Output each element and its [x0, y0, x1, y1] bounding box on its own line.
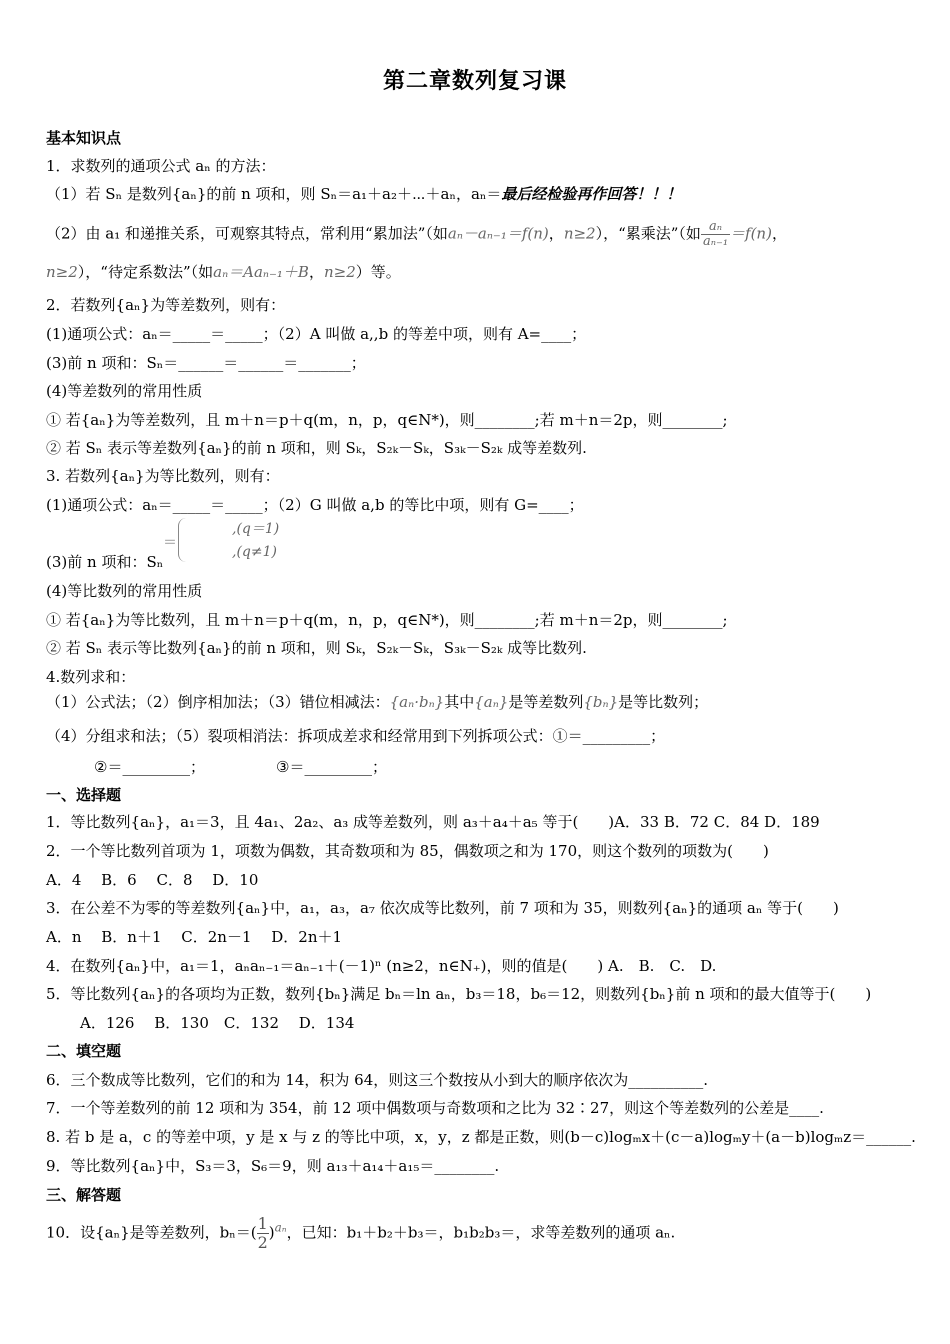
knowledge-4-1 — [46, 692, 708, 712]
knowledge-1-1 — [46, 184, 681, 204]
knowledge-1-2-text-a: （2）由 a₁ 和递推关系，可观察其特点，常利用“累加法”（如 — [46, 224, 448, 243]
question-9: 9．等比数列{aₙ}中，S₃＝3，S₆＝9，则 a₁₃＋a₁₄＋a₁₅＝________. — [46, 1157, 500, 1175]
knowledge-4-1-text-c: 是等差数列 — [508, 693, 584, 711]
formula-n-ge-2: n≥2 — [563, 224, 596, 243]
section-basic-knowledge: 基本知识点 — [46, 129, 122, 147]
knowledge-3-4-a: ① 若{aₙ}为等比数列，且 m＋n＝p＋q(m，n，p，q∈N*)，则________;若 m＋n＝2p，则________; — [46, 611, 728, 629]
formula-cumulative-sum: aₙ－aₙ₋₁＝f(n) — [447, 224, 549, 243]
one-half-fraction — [257, 1215, 269, 1252]
knowledge-4-1-text-b: 其中 — [444, 693, 475, 711]
knowledge-3-4-b: ② 若 Sₙ 表示等比数列{aₙ}的前 n 项和，则 Sₖ，S₂ₖ－Sₖ，S₃ₖ－S₂ₖ 成等比数列. — [46, 639, 587, 657]
knowledge-4-2: （4）分组求和法；（5）裂项相消法：拆项成差求和经常用到下列拆项公式：①＝_________； — [46, 727, 666, 745]
knowledge-3-4: (4)等比数列的常用性质 — [46, 582, 203, 600]
section-multiple-choice: 一、选择题 — [46, 786, 122, 804]
case-q-equals-1: ,(q＝1) — [232, 521, 280, 537]
cases-brace — [178, 518, 187, 562]
knowledge-4: 4.数列求和： — [46, 668, 136, 686]
knowledge-2-4-a: ① 若{aₙ}为等差数列，且 m＋n＝p＋q(m，n，p，q∈N*)，则________;若 m＋n＝2p，则________; — [46, 411, 728, 429]
question-10-text-c: ，已知：b₁＋b₂＋b₃＝，b₁b₂b₃＝，求等差数列的通项 aₙ. — [286, 1223, 676, 1242]
half-numerator: 1 — [257, 1214, 268, 1233]
knowledge-1-3-text-b: ）等。 — [355, 263, 401, 281]
knowledge-2-4: (4)等差数列的常用性质 — [46, 382, 203, 400]
question-1: 1．等比数列{aₙ}，a₁＝3，且 4a₁、2a₂、a₃ 成等差数列，则 a₃＋a₄＋a₅ 等于( )A．33 B．72 C．84 D．189 — [46, 813, 820, 831]
knowledge-1-1-text: （1）若 Sₙ 是数列{aₙ}的前 n 项和，则 Sₙ＝a₁＋a₂＋⋯＋aₙ，aₙ＝ — [46, 185, 502, 203]
knowledge-3-1: (1)通项公式：aₙ＝_____＝_____；（2）G 叫做 a,b 的等比中项，则有 G=____； — [46, 496, 584, 514]
fraction-numerator: aₙ — [701, 220, 730, 235]
question-10 — [46, 1215, 675, 1252]
knowledge-1-2-text-b: ），“累乘法”（如 — [595, 224, 701, 243]
knowledge-2-1: (1)通项公式：aₙ＝_____＝_____；（2）A 叫做 a,,b 的等差中项，则有 A=____； — [46, 325, 587, 343]
formula-ab-product: {aₙ·bₙ} — [389, 693, 445, 711]
half-denominator: 2 — [257, 1233, 268, 1252]
knowledge-2: 2．若数列{aₙ}为等差数列，则有： — [46, 296, 286, 314]
question-7: 7．一个等差数列的前 12 项和为 354，前 12 项中偶数项与奇数项和之比为 32∶27，则这个等差数列的公差是____. — [46, 1099, 824, 1117]
knowledge-1: 1．求数列的通项公式 aₙ 的方法： — [46, 157, 276, 175]
knowledge-1-3: n≥2），“待定系数法”（如aₙ＝Aaₙ₋₁＋B，n≥2）等。 — [46, 263, 401, 281]
question-10-paren: ) — [268, 1223, 275, 1242]
question-5: 5．等比数列{aₙ}的各项均为正数，数列{bₙ}满足 bₙ＝ln aₙ，b₃＝18，b₆＝12，则数列{bₙ}前 n 项和的最大值等于( ) — [46, 985, 872, 1003]
knowledge-2-3: (3)前 n 项和：Sₙ＝______＝______＝_______； — [46, 354, 366, 372]
sum-equals-sign: ＝ — [163, 535, 177, 551]
formula-n-ge-2-b: n≥2 — [46, 263, 78, 281]
question-2-options: A．4 B．6 C．8 D．10 — [46, 871, 259, 889]
knowledge-4-3-a: ②＝_________； — [94, 758, 205, 776]
question-3-options: A．n B．n＋1 C．2n－1 D．2n＋1 — [46, 928, 343, 946]
section-fill-blank: 二、填空题 — [46, 1042, 122, 1060]
fraction-denominator: aₙ₋₁ — [702, 234, 729, 249]
formula-b-seq: {bₙ} — [583, 693, 619, 711]
formula-ratio-f: ＝f(n) — [730, 224, 772, 243]
case-q-not-1: ,(q≠1) — [232, 544, 277, 560]
exponent-an: aₙ — [274, 1220, 287, 1235]
question-8: 8. 若 b 是 a，c 的等差中项，y 是 x 与 z 的等比中项，x，y，z 都是正数，则(b－c)logₘx＋(c－a)logₘy＋(a－b)logₘz＝______. — [46, 1128, 916, 1146]
formula-a-seq: {aₙ} — [474, 693, 509, 711]
knowledge-4-1-text-a: （1）公式法；（2）倒序相加法；（3）错位相减法： — [46, 693, 390, 711]
question-10-text-a: 10．设{aₙ}是等差数列，bₙ＝( — [46, 1223, 257, 1242]
formula-ratio-fraction — [701, 220, 730, 249]
knowledge-3-3: (3)前 n 项和：Sₙ — [46, 553, 164, 571]
knowledge-4-3-b: ③＝_________； — [276, 758, 387, 776]
knowledge-4-1-text-d: 是等比数列； — [618, 693, 709, 711]
page-title: 第二章数列复习课 — [382, 68, 567, 94]
knowledge-2-4-b: ② 若 Sₙ 表示等差数列{aₙ}的前 n 项和，则 Sₖ，S₂ₖ－Sₖ，S₃ₖ－S₂ₖ 成等差数列. — [46, 439, 587, 457]
question-3: 3．在公差不为零的等差数列{aₙ}中，a₁，a₃，a₇ 依次成等比数列，前 7 项和为 35，则数列{aₙ}的通项 aₙ 等于( ) — [46, 899, 839, 917]
question-6: 6．三个数成等比数列，它们的和为 14，积为 64，则这三个数按从小到大的顺序依次为__________. — [46, 1071, 709, 1089]
section-solution: 三、解答题 — [46, 1186, 122, 1204]
knowledge-1-2: （2）由 a₁ 和递推关系，可观察其特点，常利用“累加法”（如aₙ－aₙ₋₁＝f(n)，n≥2），“累乘法”（如 $\frac{\text{aₙ}}{\text{aₙ₋₁}}$ ＝f(n)， — [46, 219, 787, 249]
knowledge-3: 3. 若数列{aₙ}为等比数列，则有： — [46, 467, 280, 485]
question-5-options: A．126 B．130 C．132 D．134 — [80, 1014, 355, 1032]
question-4: 4．在数列{aₙ}中，a₁＝1，aₙaₙ₋₁＝aₙ₋₁＋(－1)ⁿ (n≥2，n∈N₊)，则的值是( ) A. B. C. D. — [46, 957, 717, 975]
knowledge-1-3-text-a: ），“待定系数法”（如 — [77, 263, 214, 281]
knowledge-1-1-emphasis: 最后经检验再作回答！！！ — [501, 185, 682, 203]
formula-undetermined: aₙ＝Aaₙ₋₁＋B — [213, 263, 309, 281]
formula-n-ge-2-c: n≥2 — [323, 263, 356, 281]
question-2: 2．一个等比数列首项为 1，项数为偶数，其奇数项和为 85，偶数项之和为 170，则这个数列的项数为( ) — [46, 842, 769, 860]
